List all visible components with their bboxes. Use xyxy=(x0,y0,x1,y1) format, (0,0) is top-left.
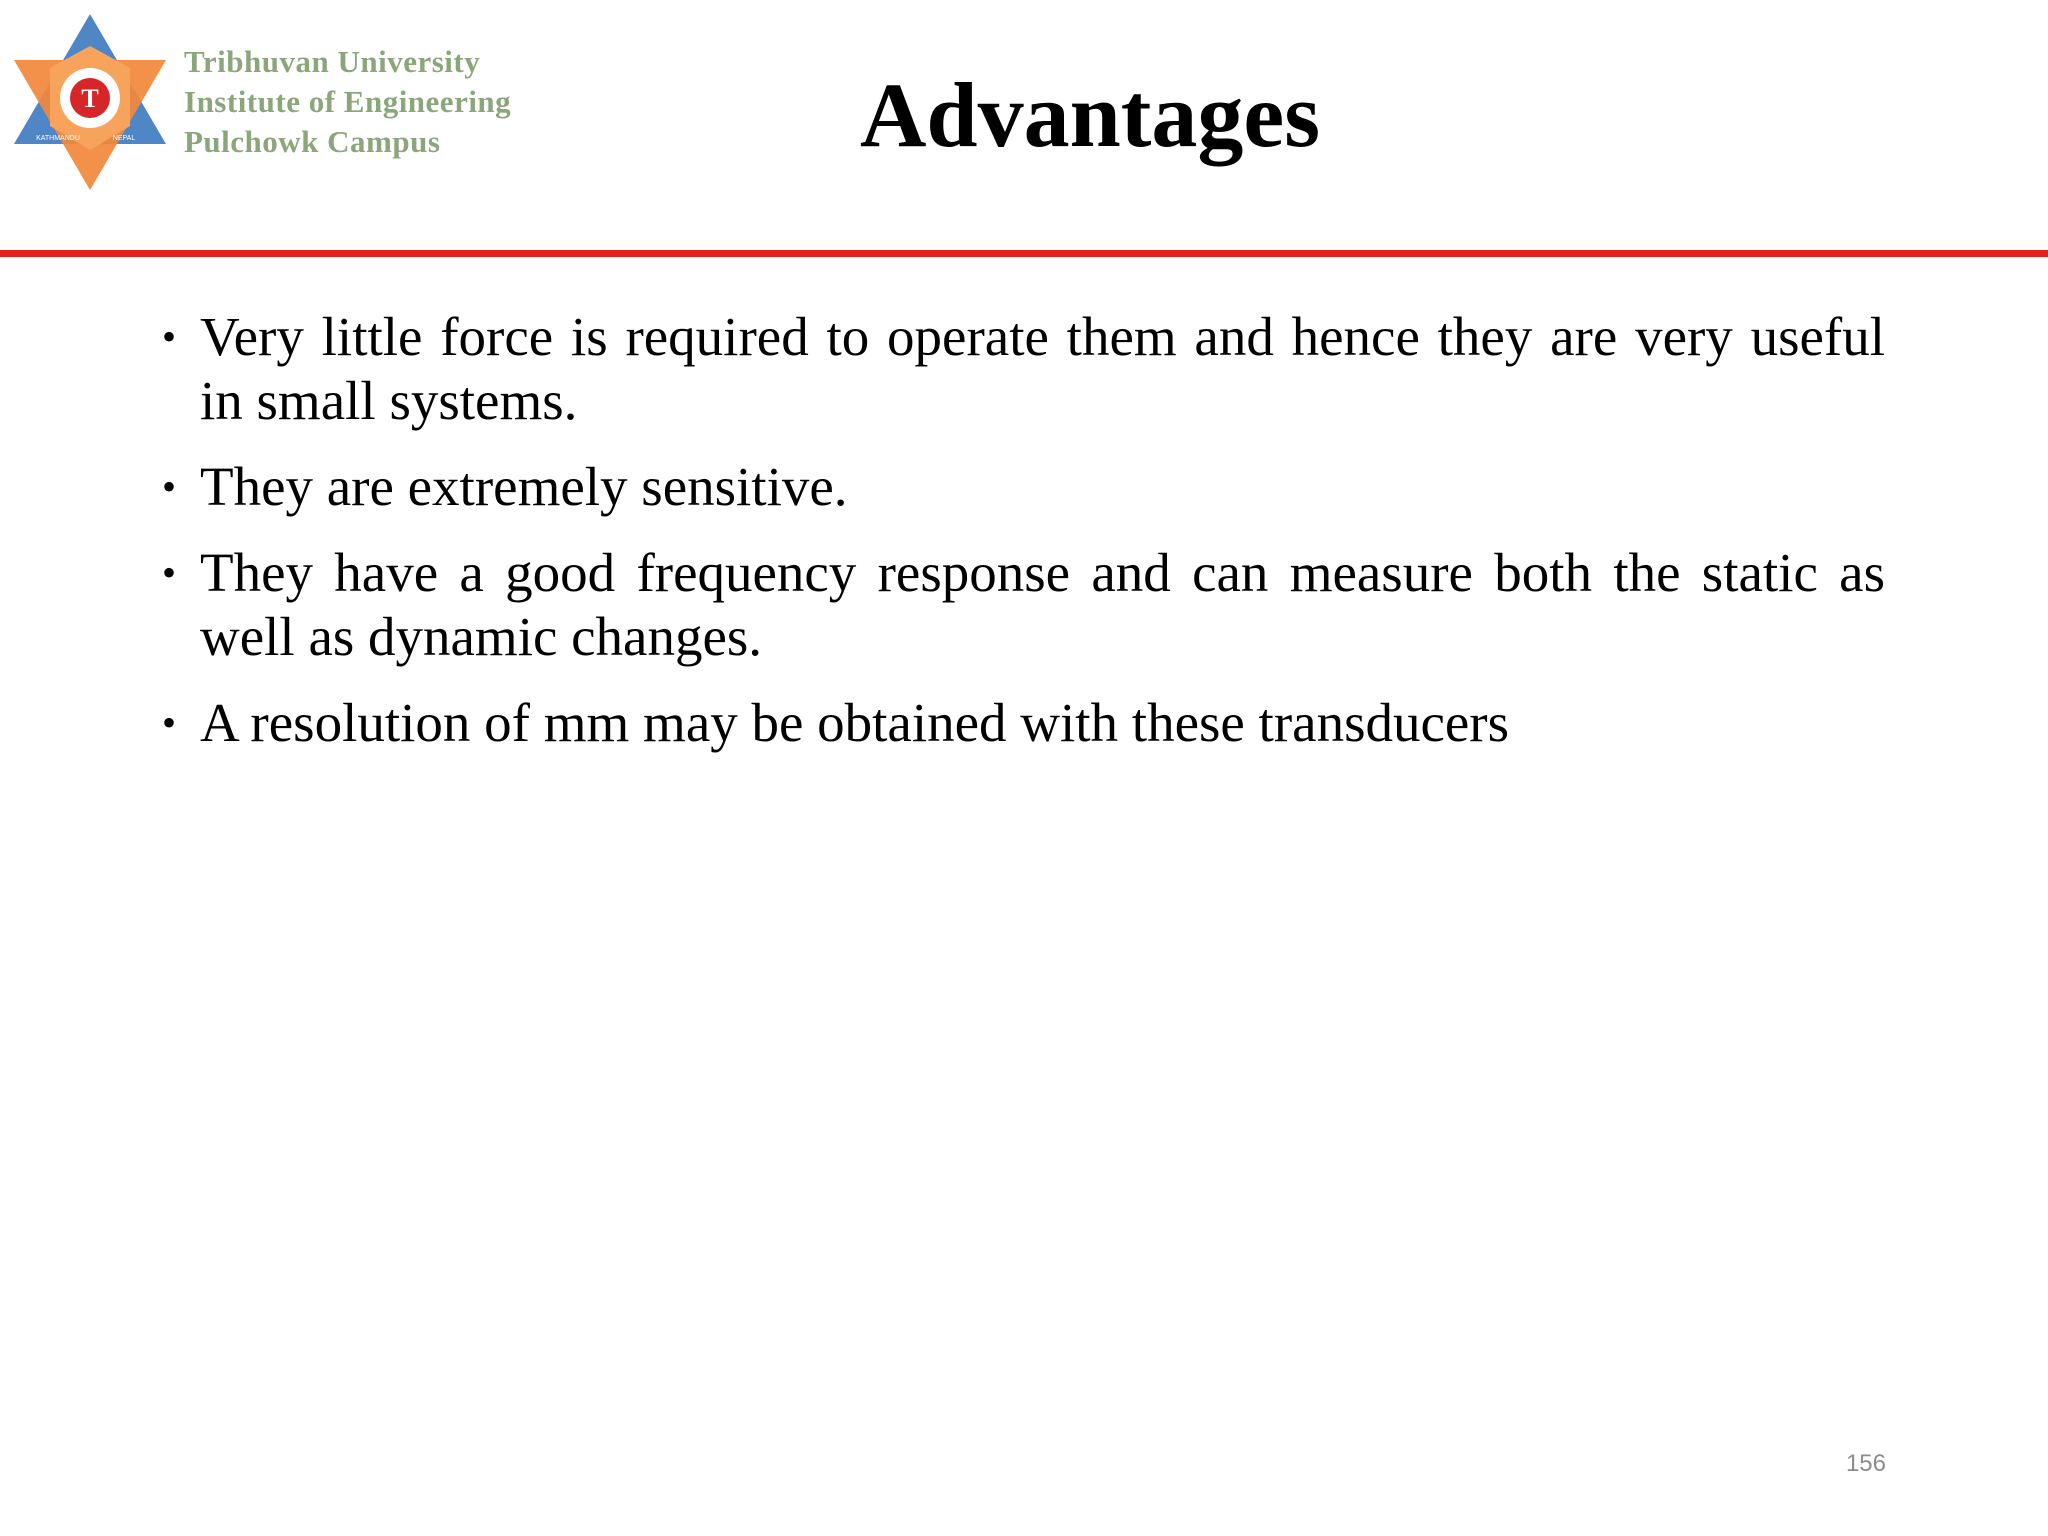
university-logo xyxy=(0,0,600,200)
university-emblem-icon xyxy=(10,10,170,194)
bullet-item xyxy=(160,691,1885,755)
logo-line-university: Tribhuvan University xyxy=(184,44,481,79)
slide-title: Advantages xyxy=(859,64,1321,166)
emblem-text-left: KATHMANDU xyxy=(36,135,80,142)
bullet-dot-icon: • xyxy=(162,314,177,359)
emblem-letter: T xyxy=(81,84,99,113)
bullet-item xyxy=(160,455,1885,519)
bullet-text: Very little force is required to operate them and hence they are very useful in small systems. xyxy=(200,306,1885,431)
bullet-item xyxy=(160,541,1885,669)
bullet-item xyxy=(160,305,1885,433)
bullet-list xyxy=(160,305,1885,777)
bullet-dot-icon: • xyxy=(162,464,177,509)
logo-text xyxy=(184,42,511,162)
header-divider xyxy=(0,250,2048,257)
logo-line-campus: Pulchowk Campus xyxy=(184,124,441,159)
bullet-dot-icon: • xyxy=(162,550,177,595)
bullet-text: A resolution of mm may be obtained with these transducers xyxy=(200,692,1510,753)
bullet-dot-icon: • xyxy=(162,700,177,745)
bullet-text: They have a good frequency response and can measure both the static as well as dynamic changes. xyxy=(200,542,1885,667)
bullet-text: They are extremely sensitive. xyxy=(200,456,848,517)
page-number: 156 xyxy=(1845,1450,1886,1477)
emblem-text-right: NEPAL xyxy=(112,135,136,142)
logo-line-institute: Institute of Engineering xyxy=(184,84,512,119)
